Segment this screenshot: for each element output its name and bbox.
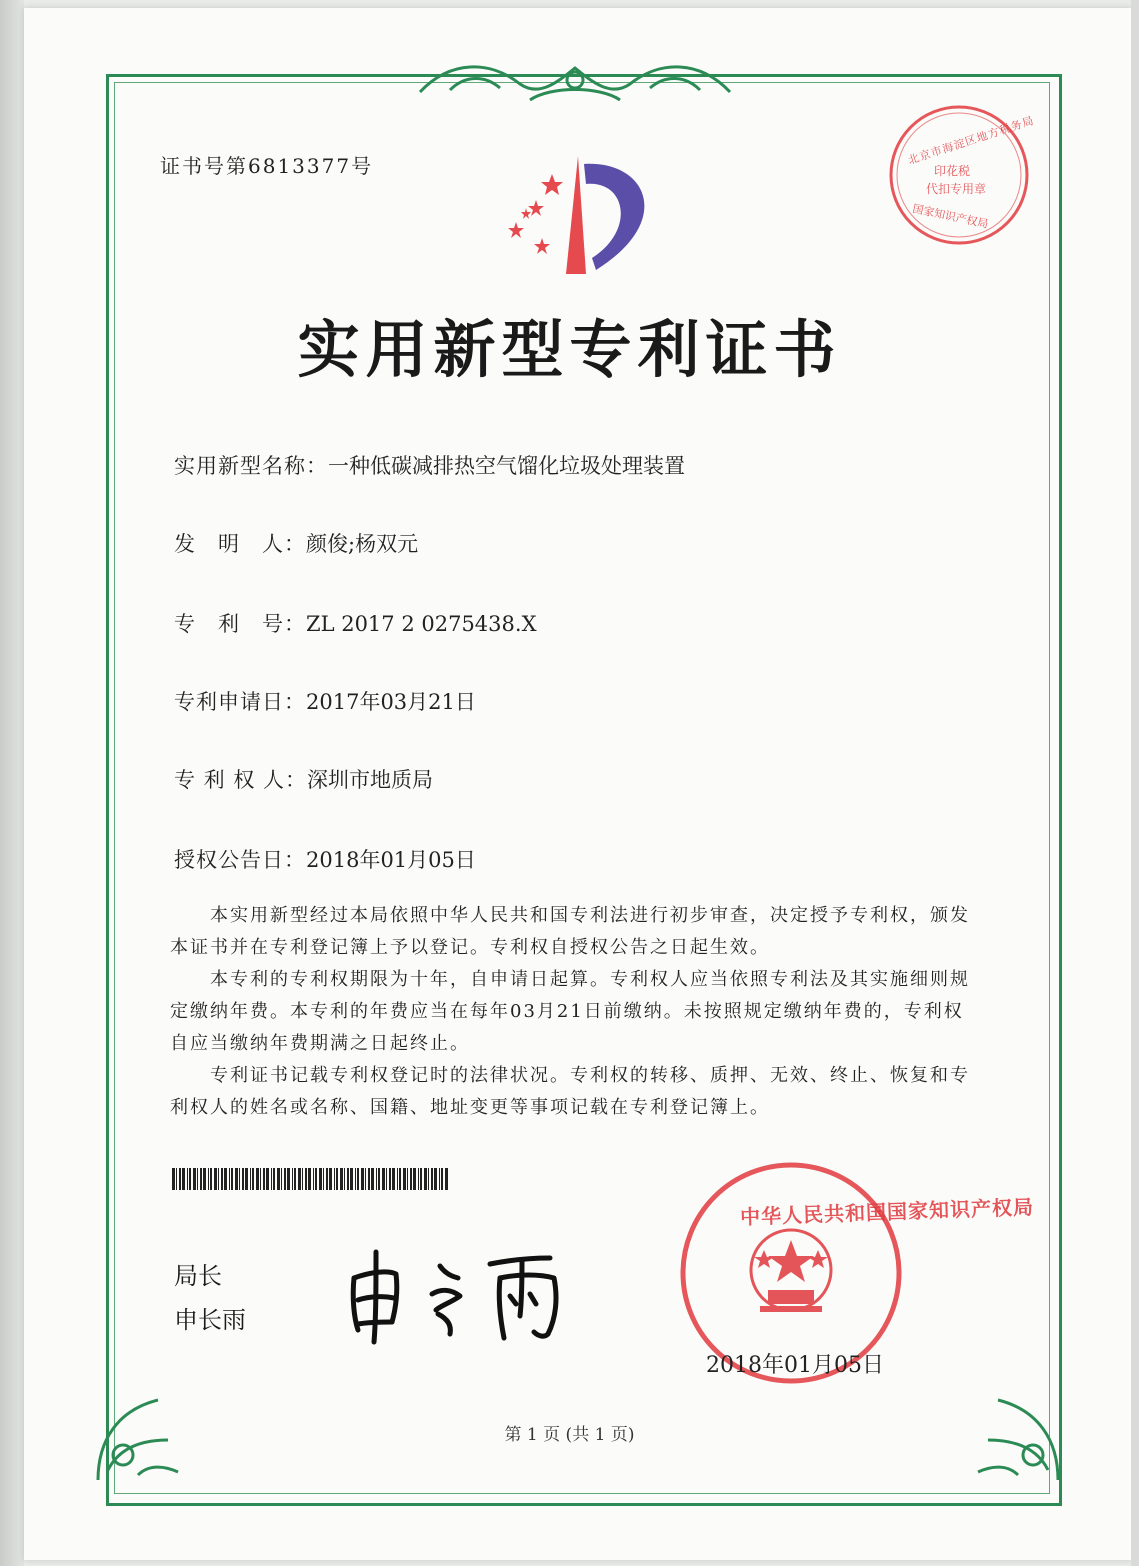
barcode-bar — [271, 1168, 272, 1190]
barcode-bar — [315, 1168, 317, 1190]
barcode-bar — [235, 1168, 238, 1190]
barcode-bar — [231, 1168, 233, 1190]
barcode-bar — [256, 1168, 259, 1190]
barcode-bar — [208, 1168, 209, 1190]
barcode-bar — [200, 1168, 202, 1190]
barcode-bar — [424, 1168, 427, 1190]
barcode-bar — [179, 1168, 181, 1190]
barcode-bar — [273, 1168, 275, 1190]
barcode-bar — [182, 1168, 185, 1190]
barcode-bar — [176, 1168, 177, 1190]
body-text — [170, 900, 970, 1124]
field-inventors — [174, 528, 418, 558]
barcode-bar — [287, 1168, 290, 1190]
barcode-bar — [336, 1168, 338, 1190]
field-value: 深圳市地质局 — [307, 768, 434, 792]
field-application-date — [174, 686, 476, 716]
barcode-bar — [308, 1168, 311, 1190]
barcode-bar — [445, 1168, 448, 1190]
body-paragraph: 本实用新型经过本局依照中华人民共和国专利法进行初步审查，决定授予专利权，颁发本证书并在专利登记簿上予以登记。专利权自授权公告之日起生效。 — [170, 905, 970, 958]
barcode-bar — [428, 1168, 429, 1190]
seal-text: 中华人民共和国国家知识产权局 — [739, 1194, 1035, 1230]
barcode-bar — [203, 1168, 206, 1190]
barcode-bar — [305, 1168, 307, 1190]
scan-edge-right — [1131, 0, 1139, 1566]
barcode-bar — [413, 1168, 416, 1190]
barcode-bar — [329, 1168, 332, 1190]
barcode-bar — [214, 1168, 217, 1190]
patent-office-logo — [496, 150, 666, 280]
barcode-bar — [210, 1168, 212, 1190]
barcode-bar — [260, 1168, 261, 1190]
barcode-bar — [313, 1168, 314, 1190]
barcode-bar — [340, 1168, 343, 1190]
page-footer: 第 1 页 (共 1 页) — [504, 1425, 635, 1445]
director-name: 申长雨 — [174, 1306, 246, 1334]
barcode-bar — [378, 1168, 380, 1190]
field-value: 2018年01月05日 — [306, 848, 476, 872]
barcode-bar — [218, 1168, 219, 1190]
barcode-bar — [323, 1168, 324, 1190]
tax-stamp-inner-line-1: 印花税 — [934, 164, 971, 178]
barcode-bar — [245, 1168, 248, 1190]
top-ornament — [410, 50, 740, 110]
director-title: 局长 — [174, 1262, 222, 1290]
barcode-bar — [239, 1168, 240, 1190]
director-signature — [340, 1238, 590, 1348]
body-paragraph: 本专利的专利权期限为十年，自申请日起算。专利权人应当依照专利法及其实施细则规定缴纳年费。本专利的年费应当在每年03月21日前缴纳。未按照规定缴纳年费的，专利权自应当缴纳年费期满之日起终止。 — [170, 969, 970, 1054]
barcode-bar — [392, 1168, 395, 1190]
field-patent-number — [174, 608, 537, 638]
barcode-bar — [189, 1168, 191, 1190]
barcode-bar — [193, 1168, 196, 1190]
barcode-bar — [361, 1168, 364, 1190]
barcode-bar — [250, 1168, 251, 1190]
barcode-bar — [418, 1168, 419, 1190]
barcode-bar — [266, 1168, 269, 1190]
barcode-bar — [292, 1168, 293, 1190]
field-value: 颜俊;杨双元 — [306, 532, 419, 556]
barcode-bar — [439, 1168, 440, 1190]
seal-date: 2018年01月05日 — [706, 1353, 884, 1378]
tax-stamp-inner-line-2: 代扣专用章 — [926, 182, 987, 196]
field-patentee — [174, 764, 433, 794]
barcode-bar — [357, 1168, 359, 1190]
field-grant-date — [174, 844, 476, 874]
field-label: 专 利 号： — [174, 612, 306, 636]
barcode-bar — [399, 1168, 401, 1190]
barcode-bar — [187, 1168, 188, 1190]
barcode-bar — [197, 1168, 198, 1190]
barcode-bar — [355, 1168, 356, 1190]
field-label: 授权公告日： — [174, 848, 306, 872]
barcode-bar — [263, 1168, 265, 1190]
barcode-bar — [376, 1168, 377, 1190]
barcode-bar — [410, 1168, 412, 1190]
barcode-bar — [386, 1168, 387, 1190]
barcode-bar — [365, 1168, 366, 1190]
scan-edge-left — [0, 0, 24, 1566]
barcode-bar — [284, 1168, 286, 1190]
barcode-bar — [334, 1168, 335, 1190]
barcode-bar — [172, 1168, 175, 1190]
field-utility-model-name — [174, 450, 685, 480]
field-label: 专 利 权 人： — [174, 768, 308, 792]
barcode-bar — [347, 1168, 349, 1190]
barcode-bar — [368, 1168, 370, 1190]
barcode-bar — [344, 1168, 345, 1190]
barcode-bar — [382, 1168, 385, 1190]
tax-stamp-bottom-text: 国家知识产权局 — [911, 202, 990, 231]
field-label: 专利申请日： — [174, 690, 306, 714]
body-paragraph: 专利证书记载专利权登记时的法律状况。专利权的转移、质押、无效、终止、恢复和专利权人的姓名或名称、国籍、地址变更等事项记载在专利登记簿上。 — [170, 1065, 970, 1118]
barcode-bar — [319, 1168, 322, 1190]
barcode-bar — [298, 1168, 301, 1190]
certificate-title: 实用新型专利证书 — [297, 313, 842, 386]
barcode-bar — [350, 1168, 353, 1190]
barcode-bar — [407, 1168, 408, 1190]
barcode-bar — [403, 1168, 406, 1190]
barcode-bar — [302, 1168, 303, 1190]
barcode-bar — [371, 1168, 374, 1190]
field-value: 2017年03月21日 — [306, 690, 476, 714]
field-label: 实用新型名称： — [174, 454, 328, 478]
barcode-bar — [277, 1168, 280, 1190]
field-value: ZL 2017 2 0275438.X — [306, 612, 537, 636]
field-value: 一种低碳减排热空气馏化垃圾处理装置 — [328, 454, 685, 478]
barcode — [172, 1168, 448, 1190]
barcode-bar — [326, 1168, 328, 1190]
barcode-bar — [252, 1168, 254, 1190]
barcode-bar — [281, 1168, 282, 1190]
certificate-number: 证书号第6813377号 — [160, 154, 374, 178]
field-label: 发 明 人： — [174, 532, 306, 556]
barcode-bar — [420, 1168, 422, 1190]
barcode-bar — [242, 1168, 244, 1190]
barcode-bar — [229, 1168, 230, 1190]
barcode-bar — [221, 1168, 223, 1190]
barcode-bar — [431, 1168, 433, 1190]
barcode-bar — [224, 1168, 227, 1190]
barcode-bar — [397, 1168, 398, 1190]
barcode-bar — [389, 1168, 391, 1190]
tax-stamp-text: 北京市海淀区地方税务局 — [906, 113, 1036, 168]
barcode-bar — [441, 1168, 443, 1190]
barcode-bar — [294, 1168, 296, 1190]
barcode-bar — [434, 1168, 437, 1190]
